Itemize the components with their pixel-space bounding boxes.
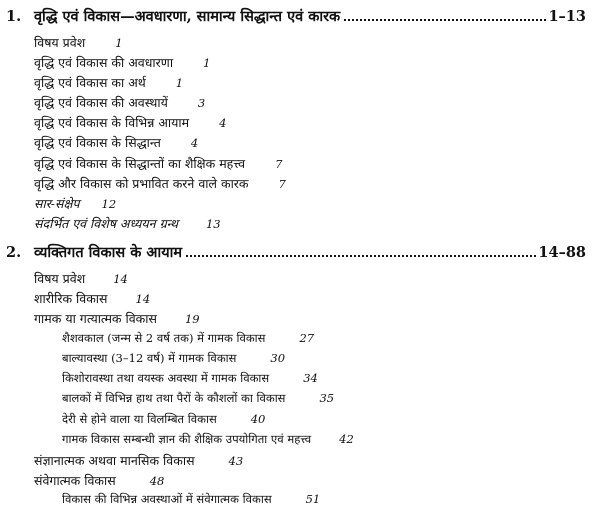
toc-entry[interactable]: [34, 175, 286, 192]
entry-page: 51: [305, 492, 321, 506]
entry-page: 4: [190, 136, 199, 150]
toc-entry[interactable]: [34, 34, 123, 51]
entry-page: 35: [319, 391, 335, 405]
chapter-2-heading[interactable]: [6, 242, 586, 264]
entry-page: 1: [175, 76, 184, 90]
entry-title: सार-संक्षेप: [34, 196, 80, 211]
toc-entry[interactable]: [34, 54, 210, 71]
entry-title: विकास की विभिन्न अवस्थाओं में संवेगात्मक विकास: [62, 492, 272, 506]
entry-title: बाल्यावस्था (3–12 वर्ष) में गामक विकास: [62, 351, 237, 365]
chapter-page-range: 1–13: [548, 8, 586, 25]
chapter-page-range: 14–88: [538, 244, 586, 261]
toc-entry[interactable]: [34, 290, 150, 307]
entry-title: शारीरिक विकास: [34, 291, 108, 306]
entry-page: 3: [197, 96, 206, 110]
entry-title: देरी से होने वाला या विलम्बित विकास: [62, 412, 217, 426]
dot-leader: [344, 19, 546, 21]
entry-title: वृद्धि एवं विकास के सिद्धान्तों का शैक्षिक महत्त्व: [34, 156, 246, 171]
entry-title: गामक या गत्यात्मक विकास: [34, 311, 157, 326]
entry-page: 7: [275, 157, 283, 171]
chapter-title: वृद्धि एवं विकास—अवधारणा, सामान्य सिद्धान्त एवं कारक: [34, 8, 341, 25]
entry-title: वृद्धि एवं विकास के सिद्धान्त: [34, 135, 161, 150]
entry-page: 42: [339, 432, 354, 446]
toc-entry[interactable]: [34, 94, 205, 111]
chapter-1-heading[interactable]: [6, 6, 586, 28]
entry-page: 19: [184, 312, 200, 326]
entry-title: संवेगात्मक विकास: [34, 473, 116, 488]
entry-page: 1: [115, 36, 123, 50]
toc-subentry[interactable]: [62, 371, 318, 386]
entry-title: विषय प्रवेश: [34, 271, 86, 286]
toc-entry[interactable]: [34, 215, 221, 232]
toc-subentry[interactable]: [62, 391, 334, 406]
entry-title: किशोरावस्था तथा वयस्क अवस्था में गामक विकास: [62, 371, 270, 385]
entry-page: 13: [205, 217, 221, 231]
entry-page: 14: [113, 272, 128, 286]
toc-entry[interactable]: [34, 452, 243, 469]
toc-entry[interactable]: [34, 74, 183, 91]
entry-page: 48: [149, 474, 165, 488]
toc-entry[interactable]: [34, 195, 116, 212]
entry-title: बालकों में विभिन्न हाथ तथा पैरों के कौशलों का विकास: [62, 391, 286, 405]
toc-entry[interactable]: [34, 310, 200, 327]
entry-title: विषय प्रवेश: [34, 35, 86, 50]
toc-entry[interactable]: [34, 114, 226, 131]
chapter-title: व्यक्तिगत विकास के आयाम: [34, 244, 183, 261]
entry-page: 30: [270, 351, 286, 365]
toc-subentry[interactable]: [62, 351, 285, 366]
entry-page: 14: [135, 292, 151, 306]
toc-entry[interactable]: [34, 134, 198, 151]
toc-subentry[interactable]: [62, 412, 265, 427]
entry-page: 1: [203, 56, 211, 70]
entry-page: 4: [219, 116, 227, 130]
entry-page: 40: [250, 412, 266, 426]
entry-title: संज्ञानात्मक अथवा मानसिक विकास: [34, 453, 195, 468]
chapter-number: 2.: [6, 244, 22, 261]
entry-page: 7: [278, 177, 286, 191]
toc-subentry[interactable]: [62, 331, 314, 346]
entry-title: संदर्भित एवं विशेष अध्ययन ग्रन्थ: [34, 216, 178, 231]
entry-page: 12: [101, 197, 117, 211]
entry-title: शैशवकाल (जन्म से 2 वर्ष तक) में गामक विकास: [62, 331, 266, 345]
toc-entry[interactable]: [34, 270, 128, 287]
toc-entry[interactable]: [34, 472, 164, 489]
entry-page: 27: [299, 331, 315, 345]
dot-leader: [186, 255, 536, 257]
entry-page: 34: [303, 371, 318, 385]
entry-title: वृद्धि एवं विकास का अर्थ: [34, 75, 146, 90]
toc-entry[interactable]: [34, 155, 282, 172]
toc-subentry[interactable]: [62, 492, 320, 507]
entry-title: वृद्धि एवं विकास के विभिन्न आयाम: [34, 115, 190, 130]
chapter-number: 1.: [6, 8, 22, 25]
toc-subentry[interactable]: [62, 432, 354, 447]
entry-title: वृद्धि एवं विकास की अवधारणा: [34, 55, 174, 70]
entry-page: 43: [228, 454, 244, 468]
entry-title: वृद्धि एवं विकास की अवस्थायें: [34, 95, 168, 110]
entry-title: वृद्धि और विकास को प्रभावित करने वाले कारक: [34, 176, 249, 191]
entry-title: गामक विकास सम्बन्धी ज्ञान की शैक्षिक उपयोगिता एवं महत्त्व: [62, 432, 312, 446]
